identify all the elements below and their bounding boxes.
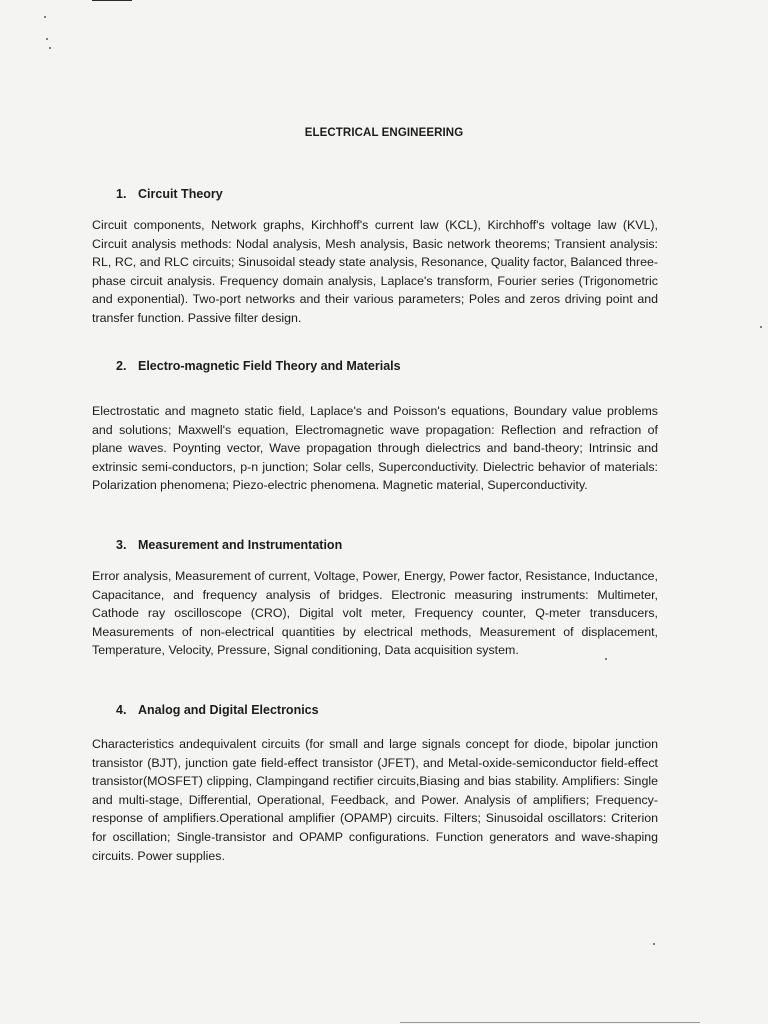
section-number: 3.: [116, 538, 127, 552]
section-body: Error analysis, Measurement of current, Voltage, Power, Energy, Power factor, Resistance, Inductance, Capacitance, and frequency analysis of bridges. Electronic measuring instruments: Multimeter, Cathode ray oscilloscope (CRO), Digital volt meter, Frequency counter, Q-meter transducers, Measurements of non-electrical quantities by electrical methods, Measurement of displacement, Temperature, Velocity, Pressure, Signal conditioning, Data acquisition system.: [92, 569, 658, 658]
section-body: Characteristics andequivalent circuits (for small and large signals concept for diode, bipolar junction transistor (BJT), junction gate field-effect transistor (JFET), and Metal-oxide-semiconductor field-effect transistor(MOSFET) clipping, Clampingand rectifier circuits,Biasing and bias stability. Amplifiers: Single and multi-stage, Differential, Operational, Feedback, and Power. Analysis of amplifiers; Frequency-response of amplifiers.Operational amplifier (OPAMP) circuits. Filters; Sinusoidal oscillators: Criterion for oscillation; Single-transistor and OPAMP configurations. Function generators and wave-shaping circuits. Power supplies.: [92, 737, 658, 863]
scan-speck: [44, 16, 46, 18]
section-number: 4.: [116, 703, 127, 717]
scan-edge-line-top: [92, 0, 132, 1]
scan-speck: [653, 943, 655, 945]
section-title: Analog and Digital Electronics: [138, 703, 319, 717]
section-title: Circuit Theory: [138, 187, 223, 201]
scan-edge-line-bottom: [400, 1022, 700, 1023]
section-number: 2.: [116, 359, 127, 373]
section-heading: [116, 538, 342, 552]
section-title: Measurement and Instrumentation: [138, 538, 343, 552]
section-heading: [116, 703, 319, 717]
document-title: ELECTRICAL ENGINEERING: [304, 127, 464, 139]
scan-speck: [49, 47, 51, 49]
scan-speck: [46, 38, 48, 40]
section-title: Electro-magnetic Field Theory and Materials: [138, 359, 401, 373]
section-number: 1.: [116, 187, 127, 201]
scan-speck: [760, 326, 762, 328]
section-heading: [116, 187, 223, 201]
section-heading: [116, 359, 401, 373]
section-body: Electrostatic and magneto static field, Laplace's and Poisson's equations, Boundary value problems and solutions; Maxwell's equation, Electromagnetic wave propagation: Reflection and refraction of plane waves. Poynting vector, Wave propagation through dielectrics and band-theory; Intrinsic and extrinsic semi-conductors, p-n junction; Solar cells, Superconductivity. Dielectric behavior of materials: Polarization phenomena; Piezo-electric phenomena. Magnetic material, Superconductivity.: [92, 404, 658, 493]
section-body: Circuit components, Network graphs, Kirchhoff's current law (KCL), Kirchhoff's voltage law (KVL), Circuit analysis methods: Nodal analysis, Mesh analysis, Basic network theorems; Transient analysis: RL, RC, and RLC circuits; Sinusoidal steady state analysis, Resonance, Quality factor, Balanced three-phase circuit analysis. Frequency domain analysis, Laplace's transform, Fourier series (Trigonometric and exponential). Two-port networks and their various parameters; Poles and zeros driving point and transfer function. Passive filter design.: [92, 218, 658, 325]
